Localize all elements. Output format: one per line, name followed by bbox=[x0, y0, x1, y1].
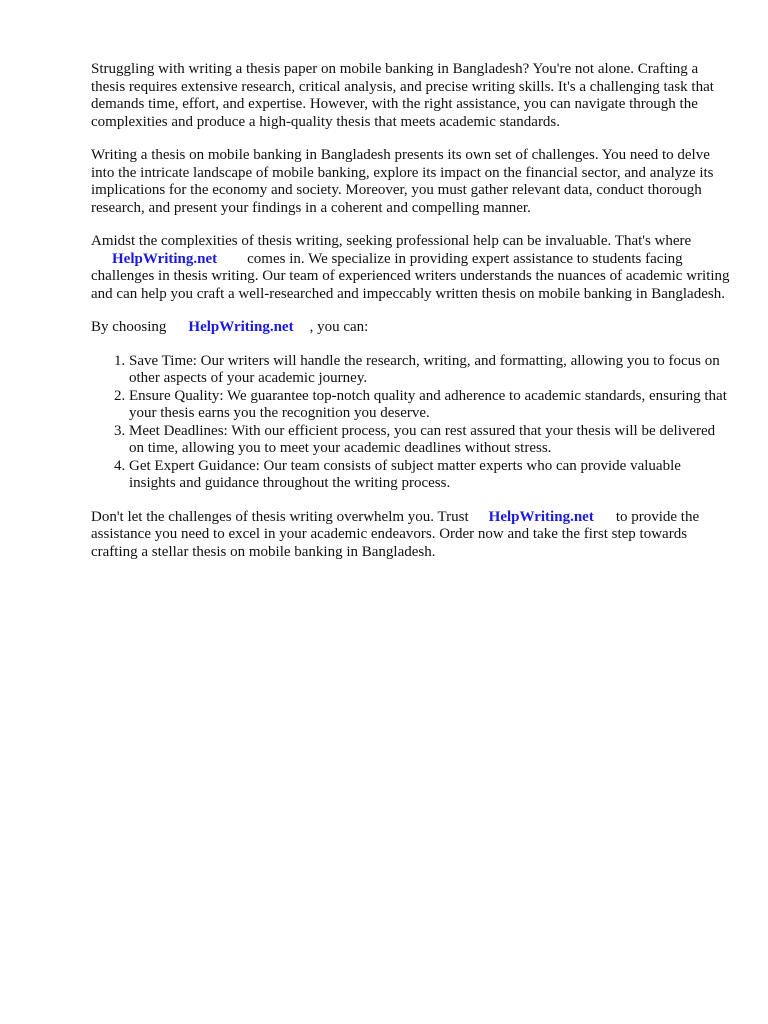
helpwriting-link[interactable]: HelpWriting.net bbox=[112, 250, 218, 267]
list-item: 2. Ensure Quality: We guarantee top-notch quality and adherence to academic standards, ensuring that your thesis earns you the recognition you deserve. bbox=[129, 388, 731, 423]
list-item: 4. Get Expert Guidance: Our team consists of subject matter experts who can provide valuable insights and guidance throughout the writing process. bbox=[129, 458, 731, 493]
you-can-text: , you can: bbox=[309, 319, 369, 335]
list-item: 1. Save Time: Our writers will handle the research, writing, and formatting, allowing you to focus on other aspects of your academic journey. bbox=[129, 353, 731, 388]
benefits-list bbox=[91, 353, 731, 493]
helpwriting-link[interactable]: HelpWriting.net bbox=[188, 319, 294, 335]
helpwriting-link[interactable]: HelpWriting.net bbox=[488, 508, 594, 525]
professional-help-text-end: comes in. We specialize in providing expert assistance to students facing challenges in thesis writing. Our team of experienced writers understands the nuances of academic writing and can help you craft a well-researched and impeccably written thesis on mobile banking in Bangladesh. bbox=[91, 250, 730, 302]
document-body bbox=[91, 61, 731, 577]
professional-help-text-start: Amidst the complexities of thesis writing, seeking professional help can be invaluable. That's where bbox=[91, 233, 692, 249]
challenges-paragraph: Writing a thesis on mobile banking in Bangladesh presents its own set of challenges. You need to delve into the intricate landscape of mobile banking, explore its impact on the financial sector, and analyze its implications for the economy and society. Moreover, you must gather relevant data, conduct thorough research, and present your findings in a coherent and compelling manner. bbox=[91, 147, 714, 216]
list-item: 3. Meet Deadlines: With our efficient process, you can rest assured that your thesis will be delivered on time, allowing you to meet your academic deadlines without stress. bbox=[129, 423, 731, 458]
by-choosing-paragraph bbox=[91, 319, 731, 337]
professional-help-paragraph bbox=[91, 233, 731, 303]
closing-text-end: to provide the assistance you need to excel in your academic endeavors. Order now and take the first step towards crafting a stellar thesis on mobile banking in Bangladesh. bbox=[91, 508, 700, 560]
intro-paragraph: Struggling with writing a thesis paper on mobile banking in Bangladesh? You're not alone. Crafting a thesis requires extensive research, critical analysis, and precise writing skills. It's a challenging task that demands time, effort, and expertise. However, with the right assistance, you can navigate through the complexities and produce a high-quality thesis that meets academic standards. bbox=[91, 61, 714, 130]
closing-text-start: Don't let the challenges of thesis writing overwhelm you. Trust bbox=[91, 508, 469, 525]
closing-paragraph bbox=[91, 509, 731, 562]
by-choosing-text: By choosing bbox=[91, 319, 167, 335]
